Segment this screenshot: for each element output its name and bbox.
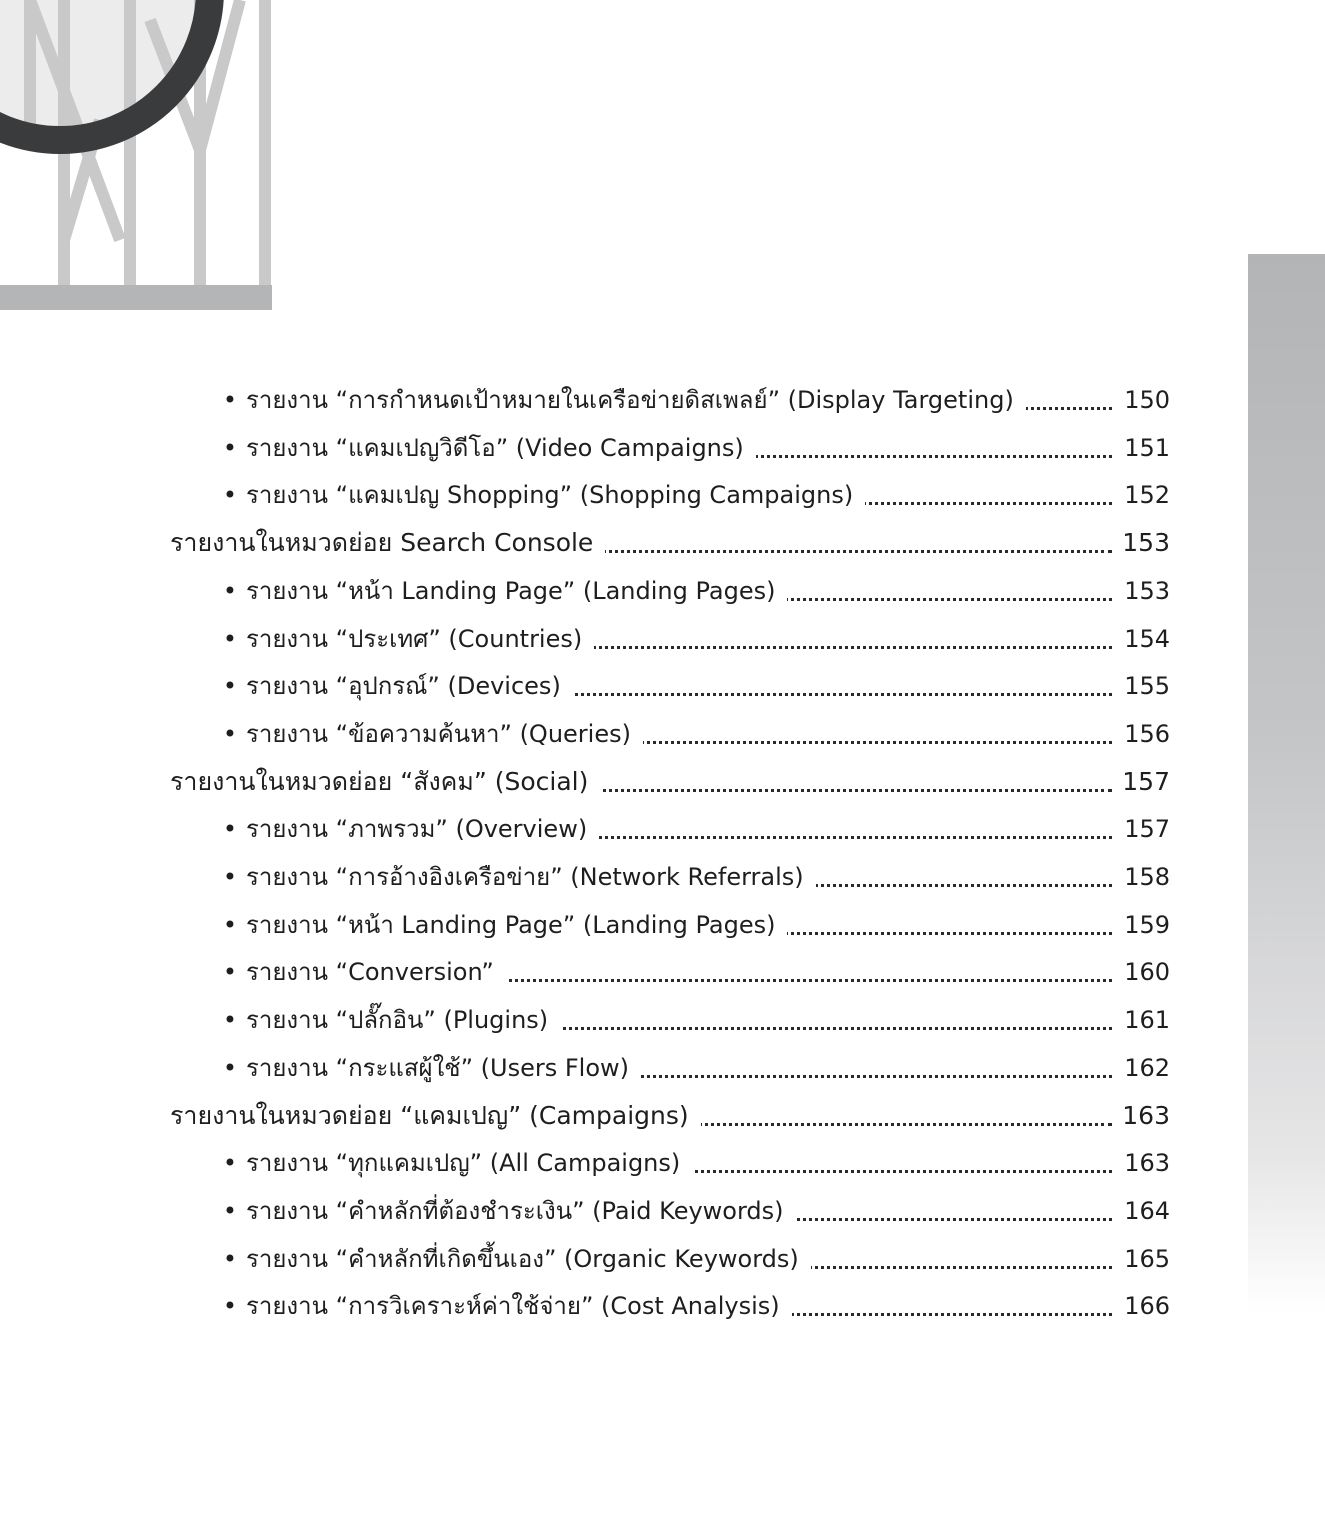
toc-page-number: 163 <box>1124 1149 1170 1178</box>
bullet-icon: • <box>222 672 238 701</box>
bullet-icon: • <box>222 958 238 987</box>
bullet-icon: • <box>222 719 238 748</box>
toc-page-number: 158 <box>1124 863 1170 891</box>
toc-entry-title: รายงานในหมวดย่อย “สังคม” (Social) <box>170 762 600 802</box>
toc-entry-title: รายงาน “ประเทศ” (Countries) <box>246 619 594 659</box>
bullet-icon: • <box>222 1292 238 1321</box>
toc-entry-row <box>0 1000 1325 1040</box>
toc-entry-title: รายงาน “ภาพรวม” (Overview) <box>246 809 599 849</box>
toc-page-number: 161 <box>1124 1006 1170 1035</box>
toc-entry-title: รายงาน “หน้า Landing Page” (Landing Pages) <box>246 571 787 611</box>
bullet-icon: • <box>222 1053 238 1082</box>
toc-page-number: 166 <box>1124 1292 1170 1321</box>
toc-page-number: 153 <box>1122 528 1170 558</box>
toc-entry-title: รายงาน “หน้า Landing Page” (Landing Pages) <box>246 905 787 945</box>
toc-entry-title: รายงานในหมวดย่อย Search Console <box>170 523 605 563</box>
bullet-icon: • <box>222 576 238 605</box>
toc-page-number: 159 <box>1124 910 1170 939</box>
toc-entry-row <box>0 714 1325 754</box>
toc-entry-title: รายงาน “ทุกแคมเปญ” (All Campaigns) <box>246 1143 692 1183</box>
bullet-icon: • <box>222 1244 238 1273</box>
toc-entry-row <box>0 952 1325 992</box>
toc-entry-title: รายงาน “การกำหนดเป้าหมายในเครือข่ายดิสเพลย์” (Display Targeting) <box>246 380 1026 420</box>
toc-entry-row <box>0 1191 1325 1231</box>
bullet-icon: • <box>222 1006 238 1035</box>
toc-entry-row <box>0 1239 1325 1279</box>
toc-page-number: 156 <box>1124 719 1170 748</box>
toc-entry-row <box>0 380 1325 420</box>
toc-entry-title: รายงาน “คำหลักที่เกิดขึ้นเอง” (Organic Keywords) <box>246 1239 811 1279</box>
toc-entry-title: รายงาน “คำหลักที่ต้องชำระเงิน” (Paid Keywords) <box>246 1191 796 1231</box>
bullet-icon: • <box>222 815 238 844</box>
toc-page-number: 160 <box>1124 958 1170 987</box>
toc-entry-row <box>0 571 1325 611</box>
toc-page-number: 151 <box>1124 433 1170 462</box>
toc-entry-title: รายงาน “การอ้างอิงเครือข่าย” (Network Referrals) <box>246 857 816 897</box>
toc-entry-row <box>0 428 1325 468</box>
toc-section-row <box>0 762 1325 802</box>
toc-page-number: 153 <box>1124 576 1170 605</box>
toc-entry-title: รายงาน “ข้อความค้นหา” (Queries) <box>246 714 643 754</box>
toc-entry-row <box>0 857 1325 897</box>
toc-page-number: 152 <box>1124 481 1170 510</box>
toc-entry-row <box>0 666 1325 706</box>
toc-page-number: 157 <box>1122 766 1170 796</box>
toc-page-number: 155 <box>1124 672 1170 701</box>
bullet-icon: • <box>222 910 238 939</box>
toc-entry-title: รายงาน “อุปกรณ์” (Devices) <box>246 666 573 706</box>
toc-page-number: 164 <box>1124 1196 1170 1225</box>
toc-entry-title: รายงาน “ปลั๊กอิน” (Plugins) <box>246 1000 560 1040</box>
bullet-icon: • <box>222 386 238 414</box>
toc-entry-row <box>0 1286 1325 1326</box>
bullet-icon: • <box>222 1196 238 1225</box>
toc-entry-title: รายงาน “Conversion” <box>246 952 506 992</box>
toc-page-number: 150 <box>1124 386 1170 414</box>
toc-page-number: 163 <box>1122 1100 1170 1130</box>
toc-entry-row <box>0 1143 1325 1183</box>
toc-page-number: 162 <box>1124 1053 1170 1082</box>
toc-page-number: 165 <box>1124 1244 1170 1273</box>
toc-entry-row <box>0 619 1325 659</box>
toc-entry-title: รายงานในหมวดย่อย “แคมเปญ” (Campaigns) <box>170 1096 701 1136</box>
toc-entry-title: รายงาน “แคมเปญ Shopping” (Shopping Campaigns) <box>246 475 865 515</box>
bullet-icon: • <box>222 481 238 510</box>
toc-entry-title: รายงาน “แคมเปญวิดีโอ” (Video Campaigns) <box>246 428 756 468</box>
toc-entry-row <box>0 1048 1325 1088</box>
toc-page-number: 154 <box>1124 624 1170 653</box>
toc-entry-row <box>0 905 1325 945</box>
toc-section-row <box>0 1096 1325 1136</box>
toc-entry-title: รายงาน “การวิเคราะห์ค่าใช้จ่าย” (Cost Analysis) <box>246 1286 792 1326</box>
toc-section-row <box>0 523 1325 563</box>
toc-page-number: 157 <box>1124 815 1170 844</box>
bullet-icon: • <box>222 1149 238 1178</box>
bullet-icon: • <box>222 624 238 653</box>
toc-entry-row <box>0 475 1325 515</box>
toc-entry-title: รายงาน “กระแสผู้ใช้” (Users Flow) <box>246 1048 641 1088</box>
toc-entry-row <box>0 809 1325 849</box>
bullet-icon: • <box>222 863 238 891</box>
bullet-icon: • <box>222 433 238 462</box>
